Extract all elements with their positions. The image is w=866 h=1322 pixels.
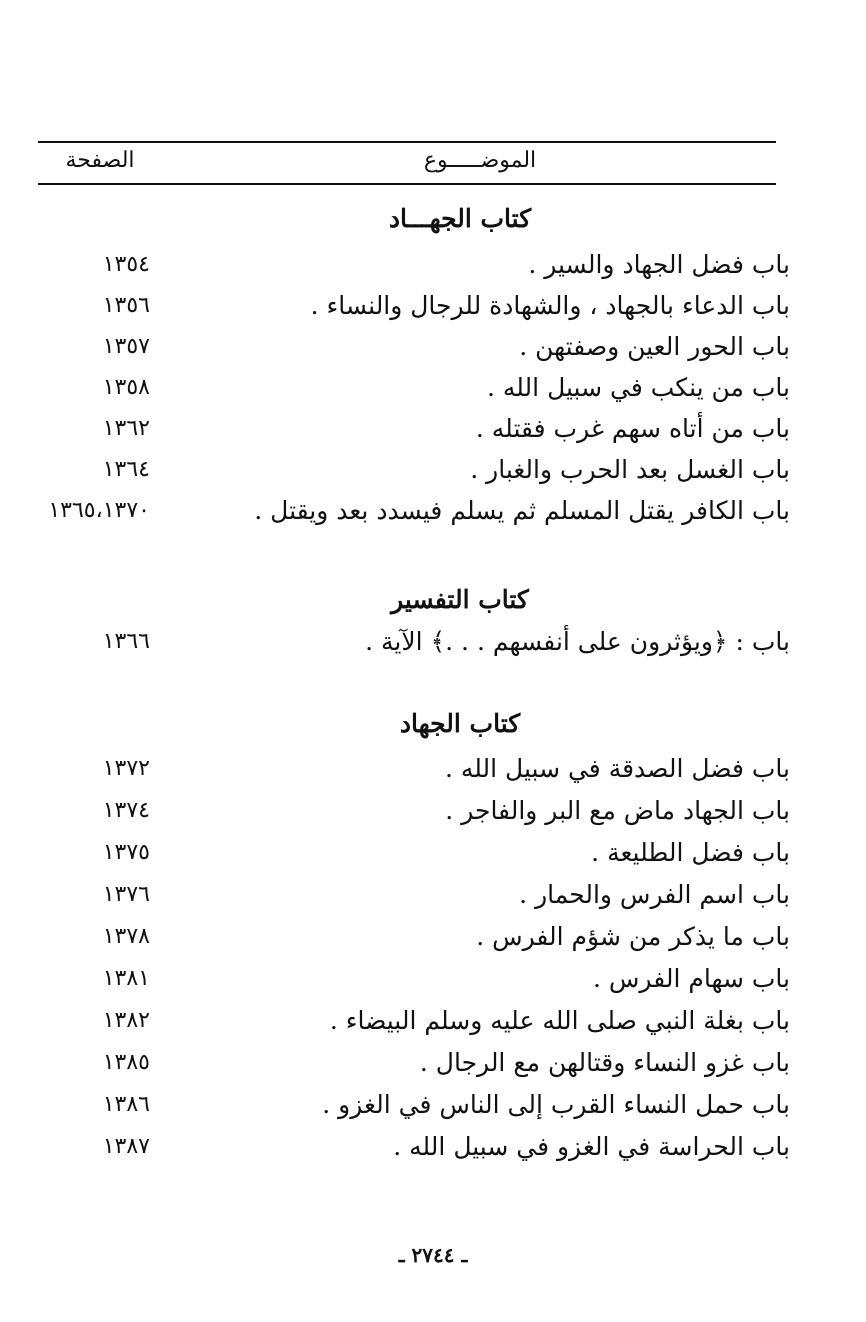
entry-title: باب فضل الطليعة . — [591, 838, 790, 867]
entry-page-number: ١٣٥٤ — [102, 252, 150, 277]
entry-page-number: ١٣٨١ — [102, 966, 150, 991]
index-entry — [0, 917, 866, 957]
section-title-jihad-2: كتاب الجهاد — [399, 709, 521, 738]
entry-page-number: ١٣٦٢ — [102, 416, 150, 441]
entry-page-number: ١٣٨٥ — [102, 1050, 150, 1075]
entry-page-number: ١٣٧٤ — [102, 798, 150, 823]
index-entry — [0, 833, 866, 873]
index-entry — [0, 327, 866, 367]
index-entry — [0, 875, 866, 915]
index-entry — [0, 286, 866, 326]
page-column-header: الصفحة — [65, 148, 135, 173]
entry-title: باب الحراسة في الغزو في سبيل الله . — [393, 1132, 790, 1161]
entry-page-number: ١٣٨٧ — [102, 1134, 150, 1159]
index-entry — [0, 959, 866, 999]
entry-title: باب حمل النساء القرب إلى الناس في الغزو . — [322, 1090, 790, 1119]
index-entry — [0, 749, 866, 789]
entry-title: باب من أتاه سهم غرب فقتله . — [475, 414, 790, 443]
footer-page-number: ـ ٢٧٤٤ ـ — [398, 1243, 468, 1267]
entry-page-number: ١٣٧٦ — [102, 882, 150, 907]
entry-page-number: ١٣٦٦ — [102, 629, 150, 654]
index-entry — [0, 491, 866, 531]
index-entry — [0, 1043, 866, 1083]
entry-page-number: ١٣٧٥ — [102, 840, 150, 865]
index-entry — [0, 1001, 866, 1041]
entry-page-number: ١٣٦٤ — [102, 457, 150, 482]
entry-page-number: ١٣٨٦ — [102, 1092, 150, 1117]
entry-title: باب فضل الجهاد والسير . — [528, 250, 790, 279]
entry-page-number: ١٣٥٨ — [102, 375, 150, 400]
entry-title: باب بغلة النبي صلى الله عليه وسلم البيضاء . — [329, 1006, 790, 1035]
entry-page-number: ١٣٥٦ — [102, 293, 150, 318]
index-entry — [0, 245, 866, 285]
section-title-tafsir: كتاب التفسير — [391, 585, 529, 614]
entry-page-number: ١٣٨٢ — [102, 1008, 150, 1033]
topic-column-header: الموضـــــوع — [423, 148, 537, 173]
entry-title: باب سهام الفرس . — [593, 964, 790, 993]
entry-title: باب الكافر يقتل المسلم ثم يسلم فيسدد بعد ويقتل . — [254, 496, 790, 525]
entry-page-number: ١٣٥٧ — [102, 334, 150, 359]
entry-title: باب الدعاء بالجهاد ، والشهادة للرجال والنساء . — [310, 291, 790, 320]
section-title-jihad-1: كتاب الجهـــاد — [388, 204, 532, 233]
header-bottom-rule — [38, 183, 776, 185]
entry-title: باب فضل الصدقة في سبيل الله . — [444, 754, 790, 783]
index-entry — [0, 368, 866, 408]
entry-page-number: ١٣٦٥،١٣٧٠ — [48, 498, 150, 523]
header-top-rule — [38, 141, 776, 143]
entry-title: باب : ﴿ويؤثرون على أنفسهم . . .﴾ الآية . — [365, 627, 790, 656]
index-entry — [0, 1085, 866, 1125]
entry-page-number: ١٣٧٨ — [102, 924, 150, 949]
entry-title: باب الحور العين وصفتهن . — [519, 332, 790, 361]
entry-title: باب من ينكب في سبيل الله . — [486, 373, 790, 402]
index-entry — [0, 409, 866, 449]
entry-title: باب الجهاد ماض مع البر والفاجر . — [445, 796, 790, 825]
entry-title: باب اسم الفرس والحمار . — [519, 880, 790, 909]
entry-title: باب غزو النساء وقتالهن مع الرجال . — [419, 1048, 790, 1077]
entry-title: باب الغسل بعد الحرب والغبار . — [470, 455, 790, 484]
entry-page-number: ١٣٧٢ — [102, 756, 150, 781]
index-entry — [0, 1127, 866, 1167]
index-entry — [0, 450, 866, 490]
index-entry — [0, 622, 866, 662]
index-entry — [0, 791, 866, 831]
entry-title: باب ما يذكر من شؤم الفرس . — [476, 922, 790, 951]
